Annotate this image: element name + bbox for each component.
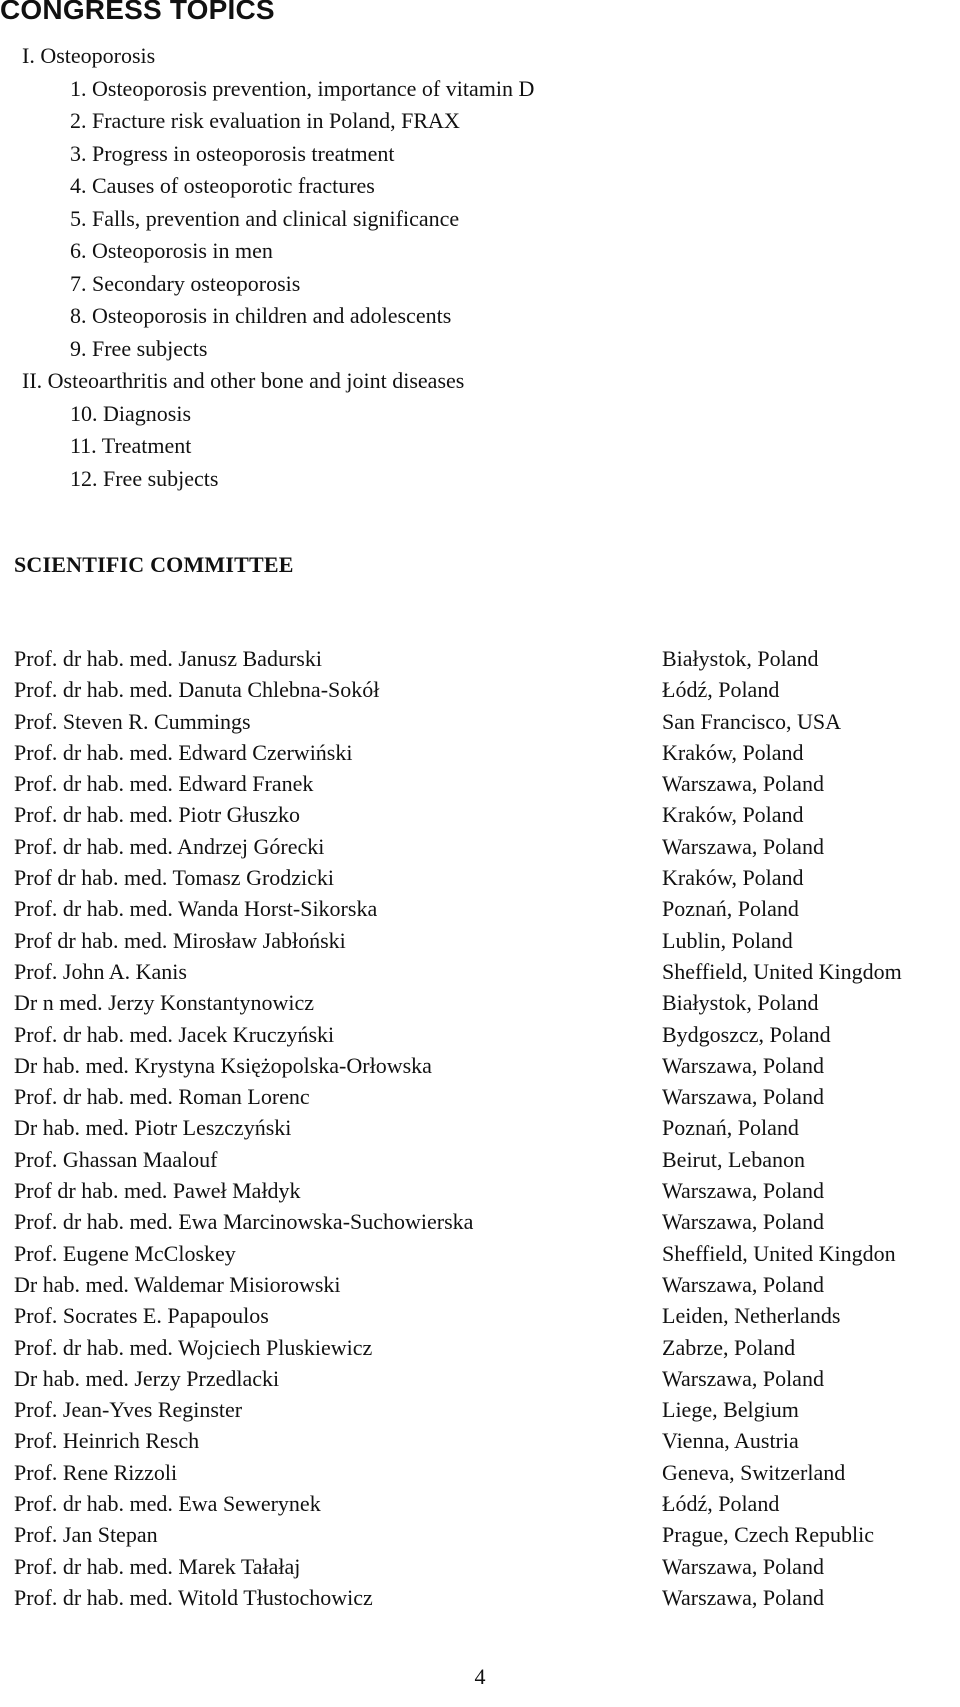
- member-name: Prof. dr hab. med. Edward Franek: [14, 771, 314, 797]
- committee-member-row: [0, 799, 960, 830]
- member-name: Prof. Heinrich Resch: [14, 1428, 200, 1454]
- topic-item: 4. Causes of osteoporotic fractures: [70, 173, 375, 198]
- committee-member-row: [0, 706, 960, 737]
- committee-member-row: [0, 893, 960, 924]
- committee-member-row: [0, 1519, 960, 1550]
- member-location: Łódź, Poland: [662, 1491, 780, 1517]
- page-number: 4: [474, 1664, 486, 1689]
- member-name: Prof. dr hab. med. Janusz Badurski: [14, 646, 322, 671]
- member-name: Prof. Jan Stepan: [14, 1522, 158, 1548]
- committee-member-row: [0, 1300, 960, 1331]
- committee-title: SCIENTIFIC COMMITTEE: [14, 552, 294, 577]
- member-location: Sheffield, United Kingdom: [662, 958, 902, 984]
- committee-member-row: [0, 862, 960, 893]
- member-location: Beirut, Lebanon: [662, 1146, 805, 1172]
- member-location: Warszawa, Poland: [662, 1271, 824, 1297]
- member-name: Prof. dr hab. med. Edward Czerwiński: [14, 739, 353, 765]
- member-name: Prof. Ghassan Maalouf: [14, 1146, 218, 1172]
- member-location: Vienna, Austria: [662, 1428, 799, 1454]
- member-name: Prof. dr hab. med. Piotr Głuszko: [14, 802, 300, 828]
- member-name: Dr hab. med. Waldemar Misiorowski: [14, 1271, 341, 1297]
- member-location: Poznań, Poland: [662, 1115, 799, 1141]
- committee-member-row: [0, 1112, 960, 1143]
- member-name: Prof. dr hab. med. Andrzej Górecki: [14, 833, 325, 859]
- member-location: San Francisco, USA: [662, 708, 842, 734]
- committee-member-row: [0, 925, 960, 956]
- committee-member-row: [0, 1144, 960, 1175]
- member-location: Białystok, Poland: [662, 646, 819, 671]
- member-name: Prof. dr hab. med. Roman Lorenc: [14, 1084, 310, 1110]
- member-location: Lublin, Poland: [662, 927, 793, 953]
- member-location: Warszawa, Poland: [662, 1084, 824, 1110]
- member-location: Kraków, Poland: [662, 865, 804, 891]
- member-name: Prof. dr hab. med. Ewa Marcinowska-Suchowierska: [14, 1209, 474, 1235]
- member-location: Liege, Belgium: [662, 1397, 799, 1423]
- topic-item: 6. Osteoporosis in men: [70, 238, 273, 263]
- member-name: Prof. dr hab. med. Wojciech Pluskiewicz: [14, 1334, 373, 1360]
- member-location: Kraków, Poland: [662, 802, 804, 828]
- committee-member-row: [0, 1582, 960, 1613]
- member-location: Bydgoszcz, Poland: [662, 1021, 831, 1047]
- topic-item: 1. Osteoporosis prevention, importance of vitamin D: [70, 75, 535, 101]
- committee-member-row: [0, 643, 960, 674]
- member-location: Geneva, Switzerland: [662, 1459, 846, 1485]
- member-name: Prof. Steven R. Cummings: [14, 708, 251, 734]
- page-title: CONGRESS TOPICS: [0, 0, 275, 25]
- member-name: Prof. John A. Kanis: [14, 958, 187, 984]
- committee-member-row: [0, 1551, 960, 1582]
- member-name: Dr n med. Jerzy Konstantynowicz: [14, 990, 314, 1016]
- topic-item: 3. Progress in osteoporosis treatment: [70, 140, 395, 166]
- member-name: Prof. dr hab. med. Jacek Kruczyński: [14, 1021, 335, 1047]
- member-location: Sheffield, United Kingdon: [662, 1240, 896, 1266]
- topic-section: II. Osteoarthritis and other bone and joint diseases: [22, 368, 465, 393]
- committee-member-row: [0, 1238, 960, 1269]
- committee-member-row: [0, 1488, 960, 1519]
- member-location: Białystok, Poland: [662, 990, 819, 1016]
- topic-item: 2. Fracture risk evaluation in Poland, FRAX: [70, 108, 460, 133]
- committee-member-row: [0, 674, 960, 705]
- topic-item: 8. Osteoporosis in children and adolescents: [70, 303, 452, 328]
- member-location: Warszawa, Poland: [662, 833, 824, 859]
- committee-member-row: [0, 1425, 960, 1456]
- member-name: Dr hab. med. Piotr Leszczyński: [14, 1115, 292, 1141]
- member-name: Prof. dr hab. med. Ewa Sewerynek: [14, 1491, 321, 1517]
- member-name: Prof. dr hab. med. Danuta Chlebna-Sokół: [14, 677, 380, 703]
- topic-item: 11. Treatment: [70, 433, 192, 458]
- member-location: Warszawa, Poland: [662, 1584, 824, 1610]
- member-name: Prof. Jean-Yves Reginster: [14, 1397, 243, 1423]
- committee-member-row: [0, 737, 960, 768]
- member-name: Prof. Rene Rizzoli: [14, 1459, 178, 1485]
- committee-member-row: [0, 956, 960, 987]
- committee-member-row: [0, 1019, 960, 1050]
- committee-member-row: [0, 987, 960, 1018]
- member-name: Dr hab. med. Krystyna Księżopolska-Orłowska: [14, 1052, 432, 1078]
- member-location: Zabrze, Poland: [662, 1334, 796, 1360]
- member-location: Prague, Czech Republic: [662, 1522, 874, 1548]
- member-location: Warszawa, Poland: [662, 1365, 824, 1391]
- member-name: Prof. dr hab. med. Witold Tłustochowicz: [14, 1584, 373, 1610]
- topic-section: I. Osteoporosis: [22, 43, 156, 68]
- member-name: Prof. Eugene McCloskey: [14, 1240, 236, 1266]
- congress-topics-list: [0, 40, 534, 495]
- member-location: Leiden, Netherlands: [662, 1303, 841, 1329]
- member-name: Prof dr hab. med. Mirosław Jabłoński: [14, 927, 346, 953]
- member-name: Prof. dr hab. med. Wanda Horst-Sikorska: [14, 896, 378, 922]
- member-name: Prof dr hab. med. Tomasz Grodzicki: [14, 865, 335, 891]
- topic-item: 9. Free subjects: [70, 335, 208, 361]
- committee-member-row: [0, 831, 960, 862]
- topic-item: 10. Diagnosis: [70, 400, 191, 426]
- member-location: Kraków, Poland: [662, 739, 804, 765]
- committee-member-row: [0, 768, 960, 799]
- member-location: Łódź, Poland: [662, 677, 780, 703]
- committee-member-row: [0, 1457, 960, 1488]
- committee-member-row: [0, 1175, 960, 1206]
- committee-member-row: [0, 1206, 960, 1237]
- committee-member-row: [0, 1363, 960, 1394]
- committee-member-row: [0, 1081, 960, 1112]
- member-location: Warszawa, Poland: [662, 1553, 824, 1579]
- member-location: Poznań, Poland: [662, 896, 799, 922]
- member-name: Prof. dr hab. med. Marek Tałałaj: [14, 1553, 301, 1579]
- member-name: Prof. Socrates E. Papapoulos: [14, 1303, 269, 1329]
- member-name: Dr hab. med. Jerzy Przedlacki: [14, 1365, 280, 1391]
- member-location: Warszawa, Poland: [662, 771, 824, 797]
- member-location: Warszawa, Poland: [662, 1209, 824, 1235]
- committee-member-row: [0, 1332, 960, 1363]
- topic-item: 7. Secondary osteoporosis: [70, 270, 301, 296]
- committee-member-row: [0, 1050, 960, 1081]
- member-name: Prof dr hab. med. Paweł Małdyk: [14, 1178, 301, 1204]
- committee-member-row: [0, 1394, 960, 1425]
- committee-list: [0, 643, 960, 1613]
- committee-member-row: [0, 1269, 960, 1300]
- member-location: Warszawa, Poland: [662, 1052, 824, 1078]
- topic-item: 5. Falls, prevention and clinical significance: [70, 205, 460, 231]
- member-location: Warszawa, Poland: [662, 1178, 824, 1204]
- topic-item: 12. Free subjects: [70, 465, 219, 491]
